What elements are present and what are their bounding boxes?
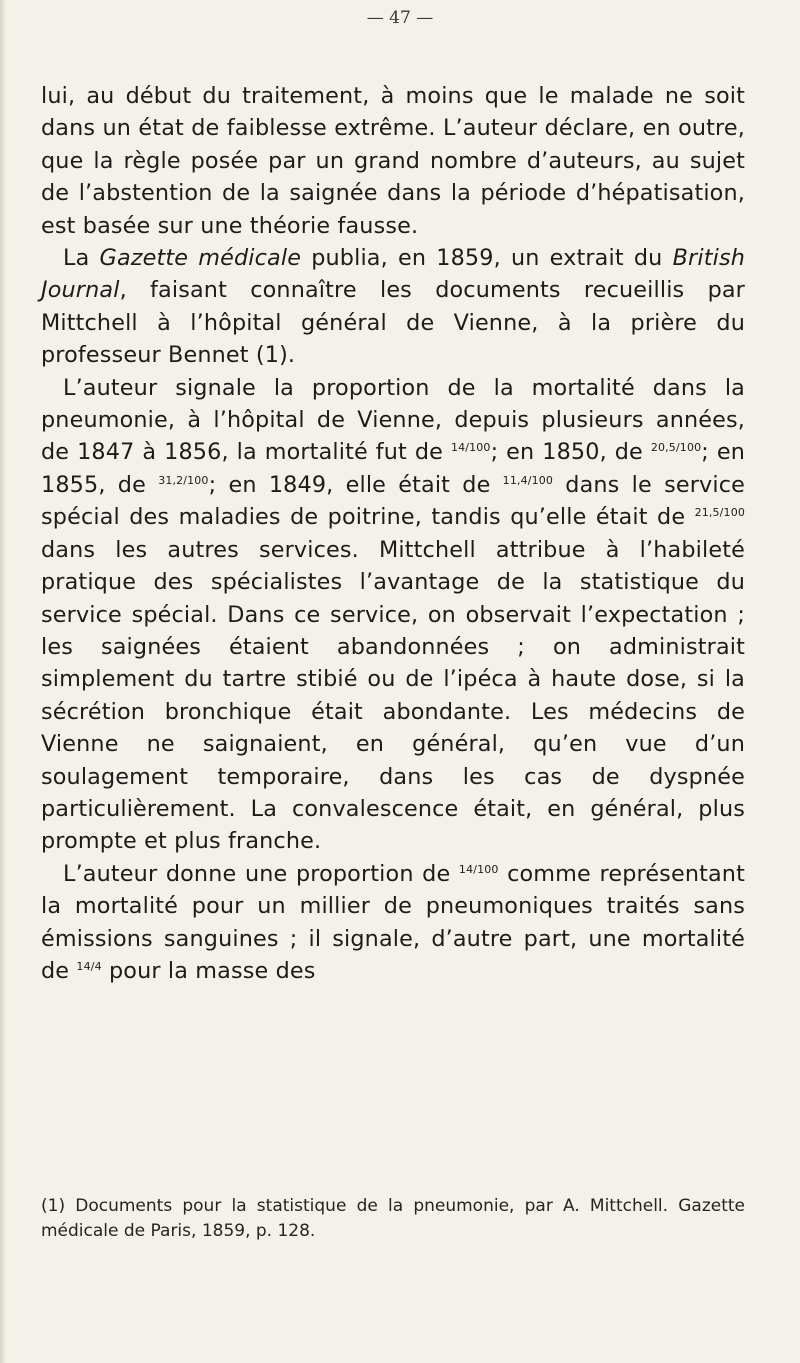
paragraph-4-part: comme représentant la mortalité pour un millier de pneumoniques traités sans émissions sanguines ; il signale, d’autre part, une mortalité de [41,860,745,984]
paragraph-4-part: L’auteur donne une proportion de [63,860,459,887]
paragraph-3 [41,372,745,858]
paragraph-4 [41,858,745,988]
paragraph-3-part: dans le service spécial des maladies de poitrine, tandis qu’elle était de [41,471,746,531]
fraction-mortality-no-bleeding: 14/100 [458,862,499,876]
paragraph-3-part: dans les autres services. Mittchell attribue à l’habileté pratique des spécialistes l’avantage de la statistique du service spécial. Dans ce service, on observait l’expectation ; les saignées étaient abandonnées ; on administrait simplement du tartre stibié ou de l’ipéca à haute dose, si la sécrétion bronchique était abondante. Les médecins de Vienne ne saignaient, en général, qu’en vue d’un soulagement temporaire, dans les cas de dyspnée particulièrement. La convalescence était, en général, plus prompte et plus franche. [41,536,745,855]
footnote: (1) Documents pour la statistique de la pneumonie, par A. Mittchell. Gazette médicale de Paris, 1859, p. 128. [41,1196,745,1241]
journal-title-gazette: Gazette médicale [99,245,302,272]
fraction-mortality-mass: 14/4 [76,959,102,973]
paragraph-3-part: ; en 1849, elle était de [208,471,503,498]
fraction-mortality-1855: 31,2/100 [158,473,209,487]
paragraph-3-part: L’auteur signale la proportion de la mortalité dans la pneumonie, à l’hôpital de Vienne, depuis plusieurs années, de 1847 à 1856, la mortalité fut de [41,374,745,466]
fraction-mortality-1847: 14/100 [450,441,491,455]
paragraph-3-part: ; en 1850, de [490,439,651,466]
page-number: — 47 — [366,8,434,28]
fraction-mortality-1849: 11,4/100 [502,473,554,487]
body-text [41,80,745,987]
paragraph-2-pre: La [63,245,100,272]
fraction-mortality-other: 21,5/100 [694,506,745,520]
journal-title-british: British Journal [41,245,745,304]
paragraph-4-part: pour la masse des [101,957,316,984]
paragraph-1: lui, au début du traitement, à moins que le malade ne soit dans un état de faiblesse extrême. L’auteur déclare, en outre, que la règle posée par un grand nombre d’auteurs, au sujet de l’abstention de la saignée dans la période d’hépatisation, est basée sur une théorie fausse. [41,83,745,239]
paragraph-2-mid: publia, en 1859, un extrait du [301,245,673,272]
paragraph-2-post: , faisant connaître les documents recueillis par Mittchell à l’hôpital général de Vienne, à la prière du professeur Bennet (1). [41,277,745,369]
binding-edge [0,0,6,1363]
fraction-mortality-1850: 20,5/100 [650,441,702,455]
paragraph-2 [41,242,745,372]
paragraph-3-part: ; en 1855, de [41,439,746,498]
